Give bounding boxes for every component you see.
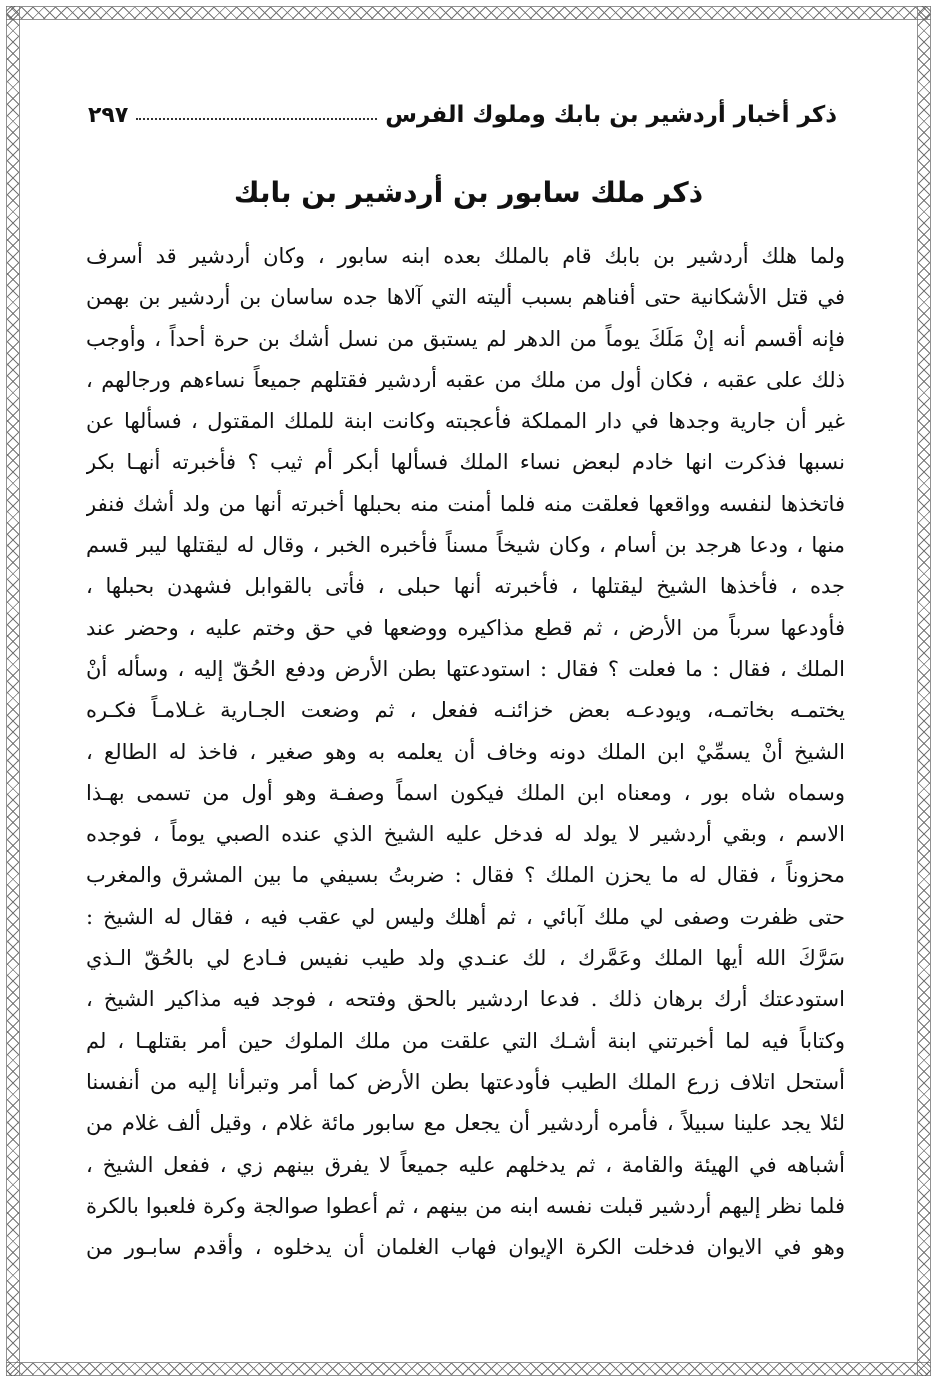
decorative-border-right: [917, 6, 931, 1376]
text-line: الملك ، فقال : ما فعلت ؟ فقال : استودعتها بطن الأرض ودفع الحُقّ إليه ، وسأله أنْ: [86, 656, 845, 681]
decorative-border-bottom: [6, 1362, 931, 1376]
text-line: الاسم ، وبقي أردشير لا يولد له فدخل عليه الشيخ الذي عنده الصبي يوماً ، فوجده: [86, 822, 845, 847]
text-line: وكتاباً فيه لما أخبرتني ابنة أشـك التي علقت من ملك الملوك حين أمر بقتلهـا ، لم: [86, 1028, 845, 1053]
text-line: ولما هلك أردشير بن بابك قام بالملك بعده ابنه سابور ، وكان أردشير قد أسرف: [86, 244, 845, 268]
text-line: أستحل اتلاف زرع الملك الطيب فأودعتها بطن الأرض كما أمر وتبرأنا إليه من أنفسنا: [86, 1069, 845, 1094]
text-line: في قتل الأشكانية حتى أفناهم بسبب أليته التي آلاها جده ساسان بن أردشير بن بهمن: [86, 285, 845, 310]
text-line: الشيخ أنْ يسمِّيْ ابن الملك دونه وخاف أن يعلمه به وهو صغير ، فاخذ له الطالع ،: [86, 739, 845, 764]
text-line: غير أن جارية وجدها في دار المملكة فأعجبته وكانت ابنة للملك المقتول ، فسألها عن: [86, 409, 845, 434]
body-text: [86, 236, 845, 1268]
decorative-border-left: [6, 6, 20, 1376]
text-line: منها ، ودعا هرجد بن أسام ، وكان شيخاً مسناً فأخبره الخبر ، وقال له ليقتلها ليبر قسم: [86, 533, 845, 558]
running-title: ذكر أخبار أردشير بن بابك وملوك الفرس: [385, 102, 837, 128]
page-number: ٢٩٧: [88, 103, 129, 128]
text-line: وهو في الايوان فدخلت الكرة الإيوان فهاب الغلمان أن يدخلوه ، وأقدم سابـور من: [86, 1235, 845, 1260]
text-line: استودعتك أرك برهان ذلك . فدعا اردشير بالحق وفتحه ، فوجد فيه مذاكير الشيخ ،: [86, 987, 845, 1012]
text-line: فلما نظر إليهم أردشير قبلت نفسه ابنه من بينهم ، ثم أعطوا صوالجة وكرة فلعبوا بالكرة: [86, 1193, 845, 1218]
text-line: وسماه شاه بور ، ومعناه ابن الملك فيكون اسماً وصفـة وهو أول من تسمى بهـذا: [86, 780, 845, 805]
text-line: حتى ظفرت وصفى لي ملك آبائي ، ثم أهلك وليس لي عقب فيه ، فقال له الشيخ :: [86, 904, 845, 929]
text-line: فإنه أقسم أنه إنْ مَلَكَ يوماً من الدهر لم يستبق من نسل أشك بن حرة أحداً ، وأوجب: [86, 326, 845, 351]
text-line: سَرَّكَ الله أيها الملك وعَمَّرك ، لك عنـدي ولد طيب نفيس فـادع لي بالحُقّ الـذي: [86, 946, 845, 971]
text-line: محزوناً ، فقال له ما يحزن الملك ؟ فقال : ضربتُ بسيفي ما بين المشرق والمغرب: [86, 863, 845, 888]
header-dot-leader: [136, 117, 377, 120]
text-line: يختمـه بخاتمـه، ويودعـه بعض خزائنـه ففعل ، ثم وضعت الجـارية غـلامـاً فكـره: [86, 698, 845, 723]
decorative-border-top: [6, 6, 931, 20]
text-line: جده ، فأخذها الشيخ ليقتلها ، فأخبرته أنها حبلى ، فأتى بالقوابل فشهدن بحبلها ،: [86, 574, 845, 599]
text-line: فأودعها سرباً من الأرض ، ثم قطع مذاكيره ووضعها في حق وختم عليه ، وحضر عند: [86, 615, 845, 640]
chapter-title: ذكر ملك سابور بن أردشير بن بابك: [233, 176, 704, 209]
text-line: أشباهه في الهيئة والقامة ، ثم يدخلهم عليه جميعاً لا يفرق بينهم زي ، ففعل الشيخ ،: [86, 1152, 845, 1177]
text-line: ذلك على عقبه ، فكان أول من ملك من عقبه أردشير فقتلهم جميعاً نساءهم ورجالهم ،: [86, 367, 845, 392]
text-line: فاتخذها لنفسه وواقعها فعلقت منه فلما أمنت منه بحبلها أخبرته أنها من ولد أشك فنفر: [86, 491, 845, 516]
text-line: لئلا يجد علينا سبيلاً ، فأمره أردشير أن يجعل مع سابور مائة غلام ، وقيل ألف غلام من: [86, 1111, 845, 1136]
page-header: [88, 88, 837, 128]
text-line: نسبها فذكرت انها خادم لبعض نساء الملك فسألها أبكر أم ثيب ؟ فأخبرته أنهـا بكر: [86, 450, 845, 475]
